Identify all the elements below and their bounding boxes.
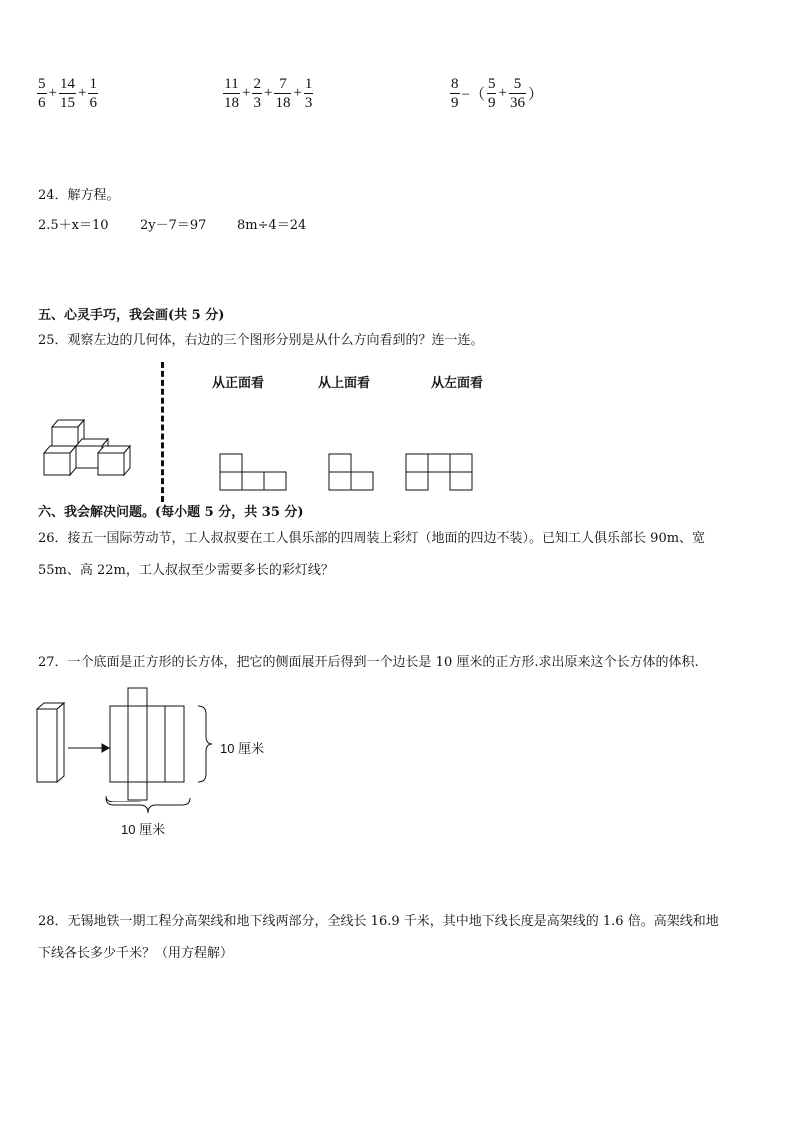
view-label-top: 从上面看 <box>318 376 371 391</box>
equation-3: 8m÷4＝24 <box>237 218 307 233</box>
section-5-title: 五、心灵手巧，我会画(共 5 分) <box>38 308 225 323</box>
fraction: $\frac{2}{3}$ <box>253 76 261 111</box>
section-6-title: 六、我会解决问题。(每小题 5 分，共 35 分) <box>38 505 304 520</box>
fraction: $\frac{5}{6}$ <box>38 76 46 111</box>
view-figure-1 <box>219 453 289 493</box>
isometric-cubes-figure <box>40 415 144 477</box>
fraction: $\frac{7}{18}$ <box>275 76 291 111</box>
question-25-title: 25．观察左边的几何体，右边的三个图形分别是从什么方向看到的？连一连。 <box>38 333 484 348</box>
fraction: $\frac{1}{3}$ <box>304 76 313 111</box>
view-figure-3 <box>405 453 475 493</box>
equation-2: 2y－7＝97 <box>140 218 207 233</box>
question-24-title: 24．解方程。 <box>38 188 120 203</box>
equation-1: 2.5＋x＝10 <box>38 218 109 233</box>
fraction: $\frac{5}{9}$ <box>487 76 496 111</box>
prism-unfolding-figure <box>34 686 234 802</box>
expression-1: $\frac{5}{6}$ + $\frac{14}{15}$ + $\frac{1}{6}$ <box>38 76 97 111</box>
dashed-divider <box>161 362 164 502</box>
view-label-front: 从正面看 <box>212 376 265 391</box>
width-label: 10 厘米 <box>121 822 166 837</box>
question-26-line-1: 26．接五一国际劳动节，工人叔叔要在工人俱乐部的四周装上彩灯（地面的四边不装）。已知工人俱乐部长 90m、宽 <box>38 531 706 546</box>
expression-3: $\frac{8}{9}$ −（ $\frac{5}{9}$ + $\frac{5}{36}$ ） <box>451 76 543 111</box>
height-label: 10 厘米 <box>220 741 265 756</box>
fraction: $\frac{1}{6}$ <box>89 76 97 111</box>
expression-2: $\frac{11}{18}$ + $\frac{2}{3}$ + $\frac{7}{18}$ + $\frac{1}{3}$ <box>224 76 313 111</box>
fraction: $\frac{14}{15}$ <box>59 76 75 111</box>
fraction: $\frac{5}{36}$ <box>509 76 525 111</box>
question-28-line-1: 28．无锡地铁一期工程分高架线和地下线两部分，全线长 16.9 千米，其中地下线长度是高架线的 1.6 倍。高架线和地 <box>38 914 719 929</box>
question-26-line-2: 55m、高 22m，工人叔叔至少需要多长的彩灯线？ <box>38 563 334 578</box>
fraction: $\frac{11}{18}$ <box>224 76 239 111</box>
question-27-text: 27．一个底面是正方形的长方体，把它的侧面展开后得到一个边长是 10 厘米的正方形.求出原来这个长方体的体积. <box>38 655 699 670</box>
fraction: $\frac{8}{9}$ <box>451 76 459 111</box>
view-label-left: 从左面看 <box>431 376 484 391</box>
view-figure-2 <box>328 453 376 493</box>
bottom-brace <box>104 796 194 816</box>
question-28-line-2: 下线各长多少千米？（用方程解） <box>38 946 234 961</box>
